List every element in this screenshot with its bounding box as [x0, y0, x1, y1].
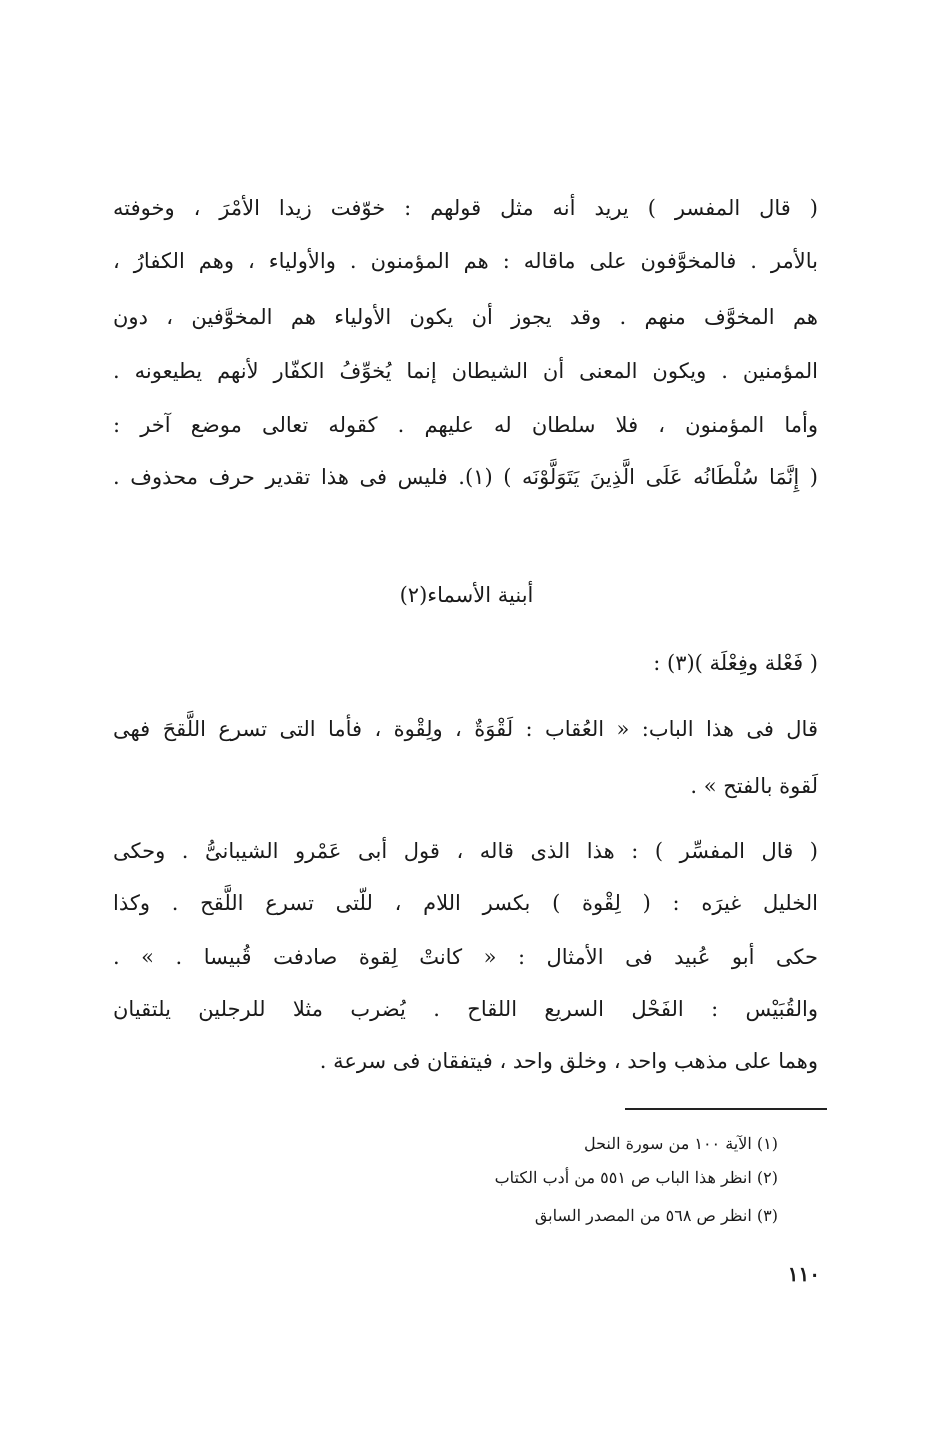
footnote-divider	[625, 1108, 827, 1110]
text-line: بالأمر . فالمخوَّفون على ماقاله : هم المؤمنون . والأولياء ، وهم الكفارُ ،	[113, 249, 818, 273]
text-line: الخليل غيرَه : ( لِقْوة ) بكسر اللام ، للّتى تسرع اللَّقح . وكذا	[113, 891, 818, 915]
text-line: ( إِنَّمَا سُلْطَانُه عَلَى الَّذِينَ يَتَوَلَّوْنَه ) (١). فليس فى هذا تقدير حرف محذوف .	[113, 465, 818, 489]
footnote-2: (٢) انظر هذا الباب ص ٥٥١ من أدب الكتاب	[494, 1168, 778, 1187]
text-line: ( قال المفسر ) يريد أنه مثل قولهم : خوّفت زيدا الأمْرَ ، وخوفته	[113, 196, 818, 220]
text-line: لَقوة بالفتح » .	[690, 774, 818, 798]
footnote-3: (٣) انظر ص ٥٦٨ من المصدر السابق	[534, 1206, 778, 1225]
text-line: والقُبَيْس : الفَحْل السريع اللقاح . يُضرب مثلا للرجلين يلتقيان	[113, 997, 818, 1021]
section-heading: أبنية الأسماء(٢)	[399, 583, 534, 607]
text-line: وأما المؤمنون ، فلا سلطان له عليهم . كقوله تعالى موضع آخر :	[113, 413, 818, 437]
text-line: المؤمنين . ويكون المعنى أن الشيطان إنما يُخوِّفُ الكفّار لأنهم يطيعونه .	[113, 359, 818, 383]
page-number: ١١٠	[787, 1262, 820, 1286]
text-line: وهما على مذهب واحد ، وخلق واحد ، فيتفقان فى سرعة .	[319, 1049, 818, 1073]
text-line: ( قال المفسِّر ) : هذا الذى قاله ، قول أبى عَمْرو الشيبانىُّ . وحكى	[113, 839, 818, 863]
text-line: قال فى هذا الباب: « العُقاب : لَقْوَةٌ ، ولِقْوة ، فأما التى تسرع اللَّقحَ فهى	[113, 717, 818, 741]
subheading: ( فَعْلة وفِعْلَة )(٣) :	[653, 651, 818, 675]
text-line: هم المخوَّف منهم . وقد يجوز أن يكون الأولياء هم المخوَّفين ، دون	[113, 305, 818, 329]
text-line: حكى أبو عُبيد فى الأمثال : « كانتْ لِقوة صادفت قُبيسا . » .	[113, 945, 818, 969]
footnote-1: (١) الآية ١٠٠ من سورة النحل	[583, 1134, 778, 1153]
